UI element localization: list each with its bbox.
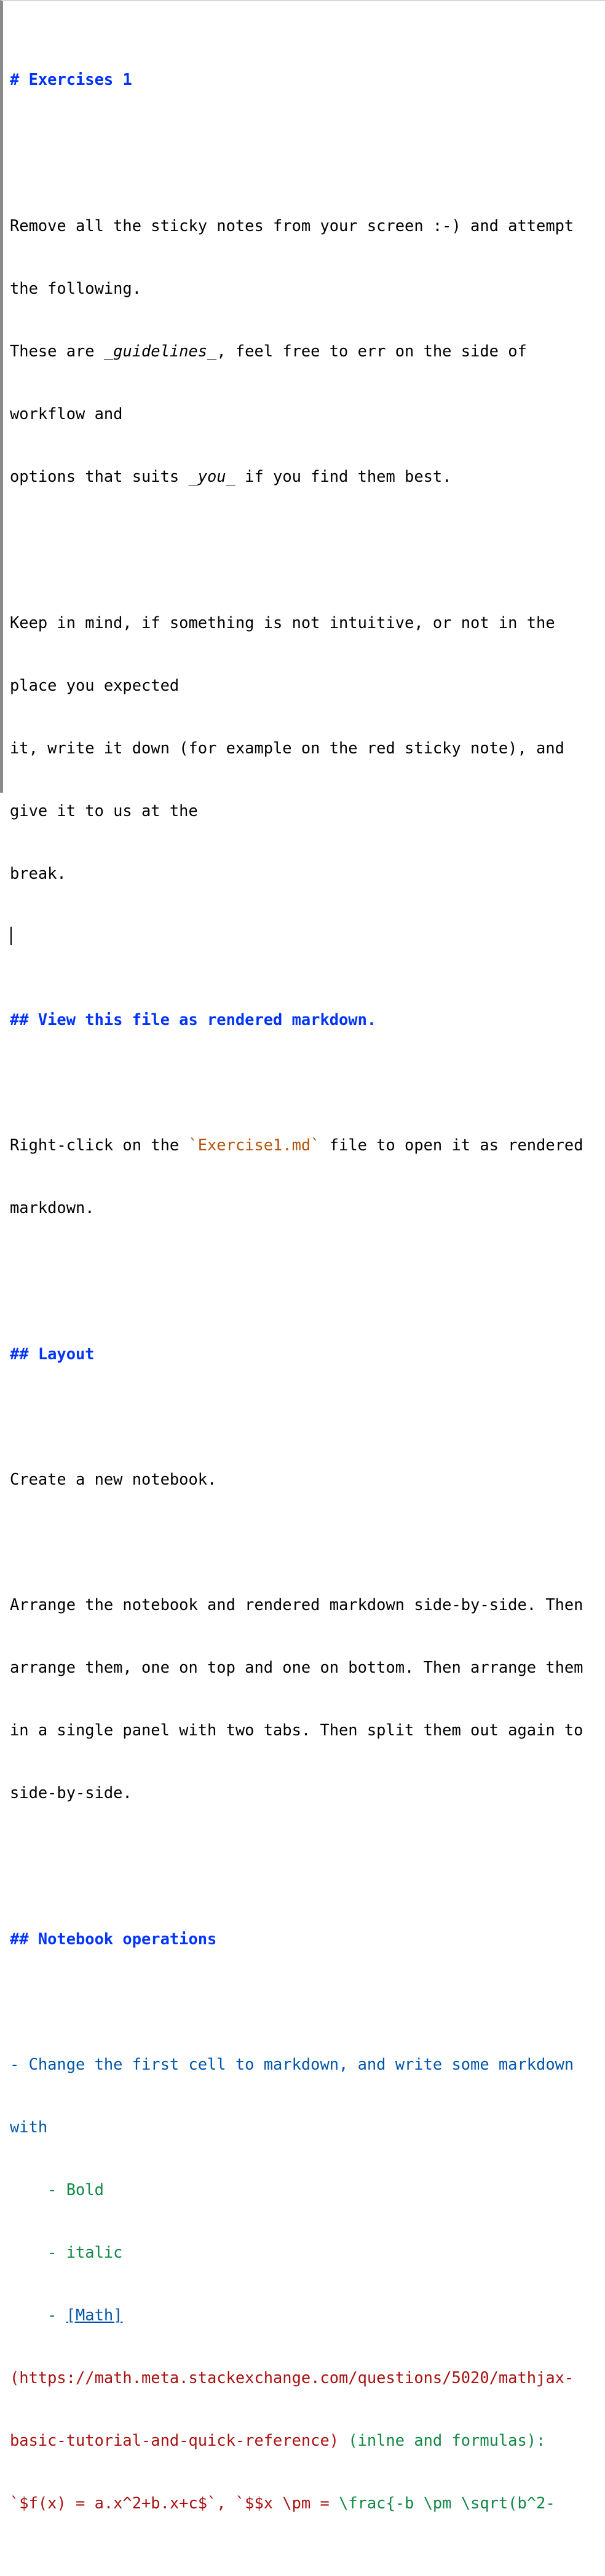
text-line: break. bbox=[10, 864, 66, 882]
sub-list-item: - italic bbox=[10, 2243, 123, 2261]
math-link[interactable]: [Math] bbox=[66, 2306, 123, 2324]
cursor-line[interactable] bbox=[10, 925, 605, 946]
section-heading-layout: ## Layout bbox=[10, 1345, 95, 1363]
text-line: side-by-side. bbox=[10, 1783, 132, 1802]
text-line: the following. bbox=[10, 279, 142, 297]
text-line: arrange them, one on top and one on bottom. Then arrange them bbox=[10, 1658, 583, 1676]
text-fragment: file to open it as rendered bbox=[320, 1136, 583, 1154]
inline-code: `Exercise1.md` bbox=[188, 1136, 320, 1154]
text-line: Arrange the notebook and rendered markdown side-by-side. Then bbox=[10, 1595, 583, 1614]
blank-line bbox=[10, 1991, 605, 2012]
text-fragment: Right-click on the bbox=[10, 1136, 189, 1154]
blank-line bbox=[10, 1406, 605, 1427]
text-line: workflow and bbox=[10, 404, 123, 423]
text-fragment: options that suits bbox=[10, 467, 189, 485]
text-line: Remove all the sticky notes from your screen :-) and attempt bbox=[10, 216, 574, 235]
text-line bbox=[10, 340, 605, 361]
math-code-line bbox=[10, 2492, 605, 2513]
text-fragment: if you find them best. bbox=[235, 467, 452, 485]
sub-list-item bbox=[10, 2304, 605, 2325]
emphasis-text: _you_ bbox=[188, 467, 235, 485]
text-line: markdown. bbox=[10, 1198, 95, 1217]
sub-list-item: - Bold bbox=[10, 2180, 104, 2199]
text-fragment: (inlne and formulas): bbox=[339, 2431, 546, 2449]
section-heading-notebook: ## Notebook operations bbox=[10, 1930, 217, 1948]
text-line bbox=[10, 1134, 605, 1155]
text-line: it, write it down (for example on the red sticky note), and bbox=[10, 739, 564, 757]
link-url[interactable]: (https://math.meta.stackexchange.com/questions/5020/mathjax- bbox=[10, 2368, 574, 2387]
list-marker: - bbox=[10, 2306, 66, 2324]
inline-code: \frac{-b \pm \sqrt(b^2- bbox=[339, 2494, 555, 2512]
text-line: Create a new notebook. bbox=[10, 1470, 217, 1488]
text-line bbox=[10, 466, 605, 487]
blank-line bbox=[10, 132, 605, 152]
emphasis-text: _guidelines_ bbox=[103, 342, 217, 360]
blank-line bbox=[10, 1531, 605, 1552]
text-fragment: , feel free to err on the side of bbox=[216, 342, 527, 360]
text-fragment: These are bbox=[10, 342, 104, 360]
text-cursor bbox=[10, 927, 12, 945]
list-item-continuation: with bbox=[10, 2118, 48, 2136]
heading-marker: # bbox=[10, 70, 20, 88]
blank-line bbox=[10, 528, 605, 549]
editor-content[interactable] bbox=[10, 6, 605, 2576]
text-line: in a single panel with two tabs. Then split them out again to bbox=[10, 1721, 583, 1739]
link-url-end[interactable]: basic-tutorial-and-quick-reference) bbox=[10, 2431, 339, 2449]
inline-code: `$f(x) = a.x^2+b.x+c$`, `$$x \pm = bbox=[10, 2494, 339, 2512]
heading-text: Exercises 1 bbox=[28, 70, 132, 88]
page-title bbox=[10, 69, 605, 90]
blank-line bbox=[10, 1072, 605, 1093]
blank-line bbox=[10, 1845, 605, 1866]
blank-line bbox=[10, 1260, 605, 1281]
section-heading-view: ## View this file as rendered markdown. bbox=[10, 1010, 377, 1029]
list-item: - Change the first cell to markdown, and write some markdown bbox=[10, 2055, 574, 2073]
text-line: give it to us at the bbox=[10, 801, 198, 820]
link-url-continuation bbox=[10, 2430, 605, 2451]
text-line: Keep in mind, if something is not intuitive, or not in the bbox=[10, 613, 555, 632]
text-line: place you expected bbox=[10, 676, 180, 694]
